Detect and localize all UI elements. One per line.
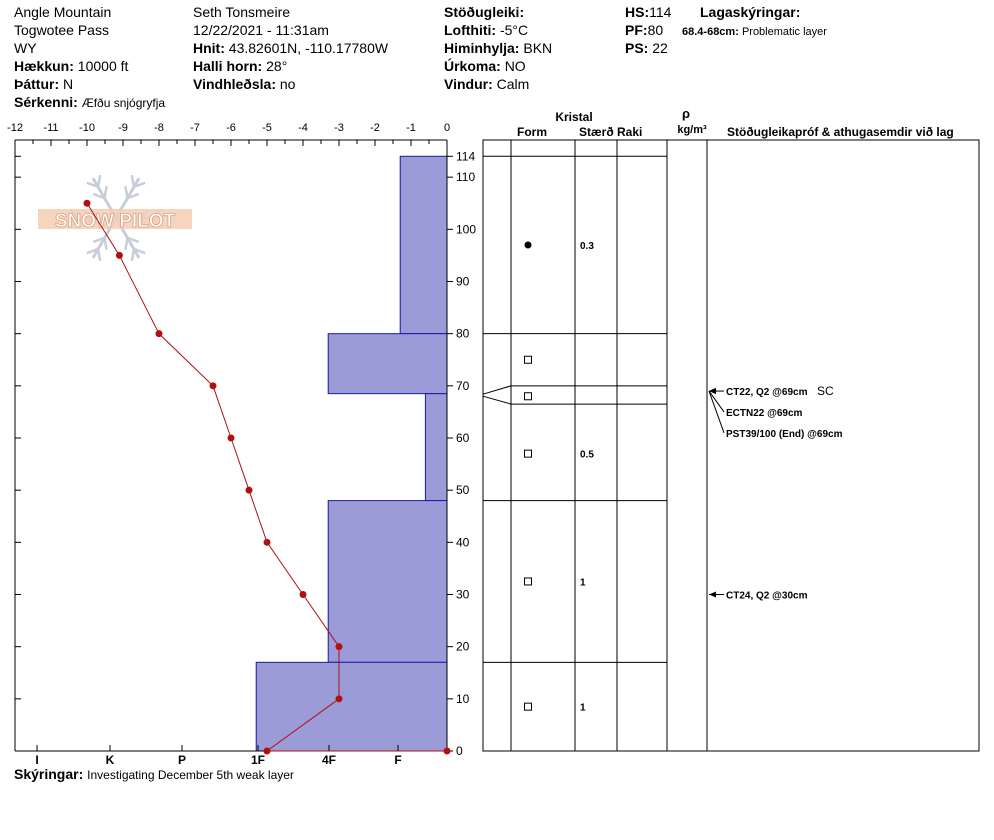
test-extra: SC [817,384,834,399]
temp-tick-label: -2 [370,122,380,134]
temp-tick-label: -10 [79,122,95,134]
hardness-bar [400,156,447,333]
column-density-symbol: ρ [681,106,691,121]
pf-value: 80 [647,22,664,38]
height-tick-label: 50 [456,483,470,498]
crystal-form-square [525,393,532,400]
elevation-label: Hækkun: [14,58,74,74]
temp-tick-label: -9 [118,122,128,134]
temp-tick-label: -1 [406,122,416,134]
elevation-value: 10000 ft [77,58,129,74]
ps-value: 22 [652,40,668,56]
layer-table [483,106,979,751]
hardness-label: 4F [321,753,337,767]
hardness-label: F [394,753,402,767]
test-label: ECTN22 @69cm [726,407,803,419]
snowflake-branch [98,249,100,261]
column-size: Stærð [579,125,614,139]
wind-label: Vindur: [444,76,493,92]
temp-tick-label: -8 [154,122,164,134]
temperature-point [336,695,343,702]
wind-loading-value: no [279,76,296,92]
layer-connector [483,396,511,404]
snowflake-branch [125,238,127,250]
height-tick-label: 30 [456,587,470,602]
hardness-bar [328,501,447,663]
layer-note-text: Problematic layer [741,26,827,38]
temperature-point [300,591,307,598]
layer-connector [483,386,511,394]
air-temp-value: -5°C [499,22,529,38]
column-form: Form [517,125,547,139]
crystal-size: 0.5 [580,449,594,461]
layer-notes-label: Lagaskýringar: [700,4,801,20]
height-tick-label: 10 [456,691,470,706]
stability-label: Stöðugleiki: [444,4,525,20]
crystal-form-square [525,578,532,585]
observer: Seth Tonsmeire [193,4,291,20]
footer-notes-label: Skýringar: [14,766,84,782]
temperature-point [210,382,217,389]
temp-tick-label: -3 [334,122,344,134]
precip-value: NO [504,58,526,74]
ps-label: PS: [625,40,649,56]
height-tick-label: 100 [456,222,477,237]
test-arrow-head [709,592,716,598]
temperature-point [264,748,271,755]
temp-tick-label: -5 [262,122,272,134]
height-tick-label: 90 [456,274,470,289]
slope-label: Halli horn: [193,58,263,74]
coords-value: 43.82601N, -110.17780W [228,40,389,56]
hardness-profile [256,156,447,751]
pf-label: PF: [625,22,648,38]
test-arrow-line [709,391,724,412]
sublocation: Togwotee Pass [14,22,109,38]
hardness-label: I [35,753,39,767]
coords-label: Hnit: [193,40,225,56]
hardness-bar [425,394,447,501]
layer-note-range: 68.4-68cm: [682,26,739,38]
snowflake-branch [132,175,134,187]
temp-tick-label: -11 [43,122,59,134]
temperature-point [444,748,451,755]
hardness-label: K [105,753,115,767]
crystal-form-dot [525,241,532,248]
hs-value: 114 [649,4,672,20]
hardness-label: 1F [250,753,266,767]
temp-tick-label: -7 [190,122,200,134]
aspect-label: Þáttur: [14,76,60,92]
feature-label: Sérkenni: [14,94,78,110]
logo-text: SNOW PILOT [54,211,176,232]
column-wetness: Raki [617,125,643,139]
aspect-value: N [63,76,74,92]
test-label: CT22, Q2 @69cm [726,387,808,399]
slope-value: 28° [266,58,288,74]
crystal-form-square [525,450,532,457]
temperature-point [84,200,91,207]
feature-value: Æfðu snjógryfja [81,96,166,110]
air-temp-label: Lofthiti: [444,22,497,38]
footer-notes-value: Investigating December 5th weak layer [87,768,294,782]
column-density-unit: kg/m³ [677,124,707,136]
height-tick-label: 0 [456,744,463,758]
temperature-point [264,539,271,546]
wind-loading-label: Vindhleðsla: [193,76,276,92]
state: WY [14,40,37,56]
test-label: PST39/100 (End) @69cm [726,428,843,440]
crystal-form-square [525,356,532,363]
height-tick-label: 40 [456,535,470,550]
temperature-point [336,643,343,650]
height-tick-label: 20 [456,639,470,654]
table-frame [483,140,979,751]
datetime: 12/22/2021 - 11:31am [193,22,329,38]
wind-value: Calm [496,76,530,92]
height-tick-label: 114 [456,149,476,164]
hardness-label: P [177,753,187,767]
test-arrow-line [709,391,724,433]
crystal-size: 0.3 [580,240,594,252]
temp-tick-label: -4 [298,122,308,134]
location: Angle Mountain [14,4,112,20]
temp-tick-label: -12 [7,122,23,134]
column-tests: Stöðugleikapróf & athugasemdir við lag [727,125,954,139]
column-crystal: Kristal [555,110,593,124]
snowflake-branch [105,186,107,198]
height-tick-label: 70 [456,378,470,393]
temperature-point [228,435,235,442]
hs-label: HS: [625,4,650,20]
snowflake-branch [132,249,134,261]
sky-value: BKN [523,40,553,56]
precip-label: Úrkoma: [444,58,501,74]
snowflake-branch [105,238,107,250]
crystal-size: 1 [580,702,586,714]
snowflake-branch [98,175,100,187]
temperature-point [116,252,123,259]
temperature-point [246,487,253,494]
height-tick-label: 110 [456,170,476,185]
height-tick-label: 80 [456,326,470,341]
sky-label: Himinhylja: [444,40,520,56]
hardness-bar [328,334,447,394]
height-tick-label: 60 [456,431,470,445]
crystal-form-square [525,703,532,710]
temp-tick-label: -6 [226,122,236,134]
temperature-point [156,330,163,337]
test-label: CT24, Q2 @30cm [726,590,808,602]
temp-tick-label: 0 [443,122,451,134]
snowflake-branch [125,186,127,198]
crystal-size: 1 [580,577,586,589]
